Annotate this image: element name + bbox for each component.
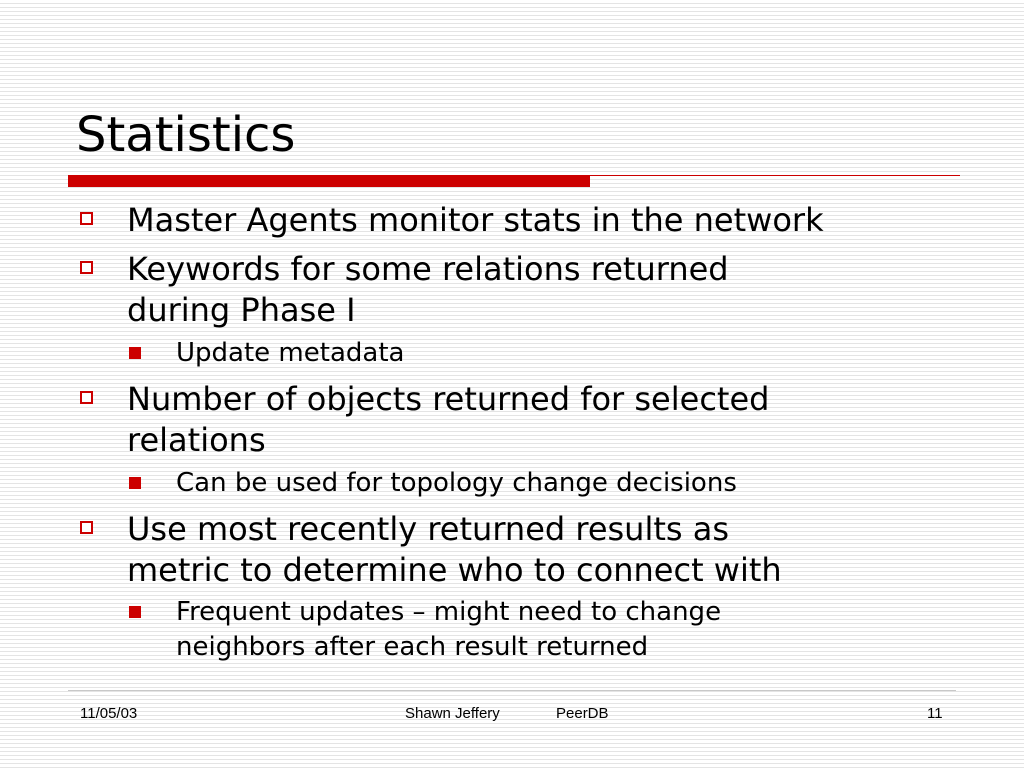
hollow-square-bullet-icon — [80, 521, 93, 534]
sub-bullet-3-line-1: Frequent updates – might need to change — [176, 597, 722, 627]
bullet-4-line-1: Use most recently returned results as — [127, 510, 730, 548]
solid-square-bullet-icon — [129, 477, 141, 489]
bullet-3-line-1: Number of objects returned for selected — [127, 380, 770, 418]
footer-project: PeerDB — [556, 705, 609, 722]
sub-bullet-3-line-2: neighbors after each result returned — [176, 632, 649, 662]
footer-page-number: 11 — [927, 705, 943, 722]
bullet-2-line-2: during Phase I — [127, 291, 356, 329]
footer-date: 11/05/03 — [80, 705, 138, 722]
sub-bullet-1-line-1: Update metadata — [176, 338, 405, 368]
bullet-4-line-2: metric to determine who to connect with — [127, 551, 782, 589]
sub-bullet-2-line-1: Can be used for topology change decisions — [176, 468, 737, 498]
solid-square-bullet-icon — [129, 606, 141, 618]
bullet-3-line-2: relations — [127, 421, 266, 459]
hollow-square-bullet-icon — [80, 212, 93, 225]
bullet-1-line-1: Master Agents monitor stats in the network — [127, 201, 824, 239]
bullet-2-line-1: Keywords for some relations returned — [127, 250, 729, 288]
solid-square-bullet-icon — [129, 347, 141, 359]
footer-divider — [68, 690, 956, 691]
title-rule-thick — [68, 175, 590, 187]
hollow-square-bullet-icon — [80, 261, 93, 274]
footer-author: Shawn Jeffery — [405, 705, 500, 722]
slide-title: Statistics — [76, 107, 296, 163]
title-rule-thin — [590, 175, 960, 176]
hollow-square-bullet-icon — [80, 391, 93, 404]
